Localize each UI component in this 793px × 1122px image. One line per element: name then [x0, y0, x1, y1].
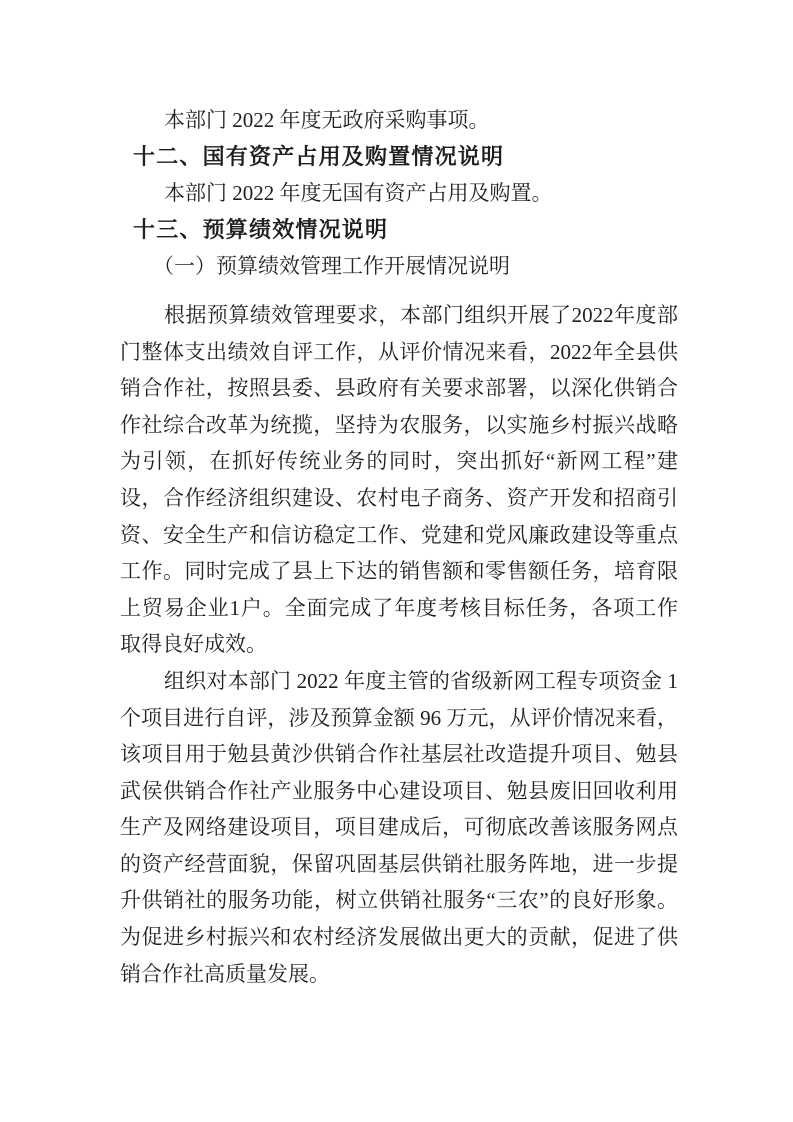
para-self-eval-line-4: 作社综合改革为统揽，坚持为农服务，以实施乡村振兴战略 — [120, 412, 678, 437]
para-self-eval-line-9: 上贸易企业1户。全面完成了年度考核目标任务，各项工作 — [120, 595, 678, 620]
document-text-column — [120, 102, 678, 992]
para-project-eval-line-8: 为促进乡村振兴和农村经济发展做出更大的贡献，促进了供 — [120, 925, 678, 950]
para-no-gov-procurement: 本部门 2022 年度无政府采购事项。 — [164, 108, 490, 132]
para-no-state-assets: 本部门 2022 年度无国有资产占用及购置。 — [164, 181, 553, 206]
para-self-eval-line-2: 门整体支出绩效自评工作，从评价情况来看，2022年全县供 — [120, 339, 678, 364]
para-project-eval-line-5: 生产及网络建设项目，项目建成后，可彻底改善该服务网点 — [120, 815, 678, 840]
heading-section-13: 十三、预算绩效情况说明 — [133, 216, 389, 242]
para-self-eval-line-6: 设，合作经济组织建设、农村电子商务、资产开发和招商引 — [120, 485, 678, 510]
para-project-eval-line-3: 该项目用于勉县黄沙供销合作社基层社改造提升项目、勉县 — [120, 742, 678, 767]
para-self-eval-line-1: 根据预算绩效管理要求，本部门组织开展了2022年度部 — [164, 302, 678, 327]
para-self-eval-line-10: 取得良好成效。 — [120, 632, 267, 657]
para-project-eval-line-4: 武侯供销合作社产业服务中心建设项目、勉县废旧回收利用 — [120, 778, 678, 803]
subheading-performance-management: （一）预算绩效管理工作开展情况说明 — [153, 254, 510, 279]
para-self-eval-line-5: 为引领，在抓好传统业务的同时，突出抓好“新网工程”建 — [120, 449, 678, 474]
para-project-eval-line-9: 销合作社高质量发展。 — [120, 961, 330, 986]
para-project-eval-line-1: 组织对本部门 2022 年度主管的省级新网工程专项资金 1 — [164, 668, 678, 693]
para-self-eval-line-7: 资、安全生产和信访稳定工作、党建和党风廉政建设等重点 — [120, 522, 678, 547]
para-project-eval-line-2: 个项目进行自评，涉及预算金额 96 万元，从评价情况来看， — [120, 705, 678, 730]
heading-section-12: 十二、国有资产占用及购置情况说明 — [133, 143, 505, 169]
para-self-eval-line-3: 销合作社，按照县委、县政府有关要求部署，以深化供销合 — [120, 376, 678, 401]
para-project-eval-line-7: 升供销社的服务功能，树立供销社服务“三农”的良好形象。 — [120, 888, 678, 913]
para-self-eval-line-8: 工作。同时完成了县上下达的销售额和零售额任务，培育限 — [120, 559, 678, 584]
para-project-eval-line-6: 的资产经营面貌，保留巩固基层供销社服务阵地，进一步提 — [120, 851, 678, 876]
